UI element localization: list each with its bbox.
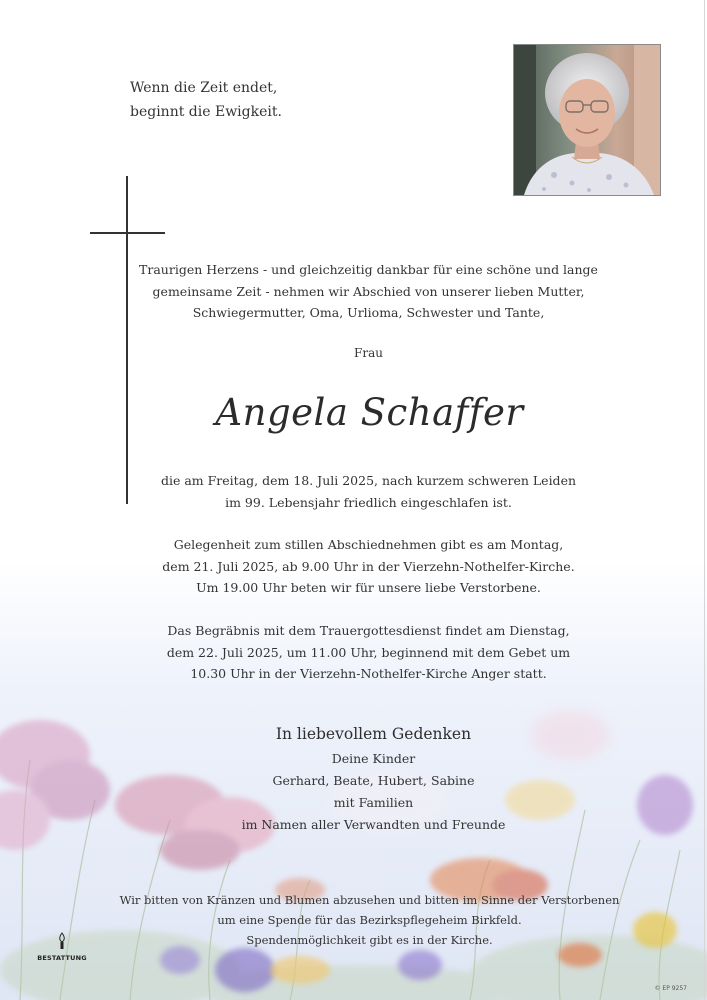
viewing-line: Um 19.00 Uhr beten wir für unsere liebe Verstorbene. xyxy=(196,580,541,595)
deceased-name: Angela Schaffer xyxy=(215,391,524,434)
candle-icon xyxy=(52,932,72,950)
intro-line: gemeinsame Zeit - nehmen wir Abschied von unserer lieben Mutter, xyxy=(152,283,585,299)
memory-line: Gerhard, Beate, Hubert, Sabine xyxy=(272,773,475,788)
viewing-line: dem 21. Juli 2025, ab 9.00 Uhr in der Vierzehn-Nothelfer-Kirche. xyxy=(162,558,575,574)
cross-vertical xyxy=(126,176,128,504)
portrait-image xyxy=(514,45,660,195)
funeral-line: 10.30 Uhr in der Vierzehn-Nothelfer-Kirche Anger statt. xyxy=(190,666,547,681)
logo-name: BESTATTUNG xyxy=(37,954,87,962)
funeral-line: dem 22. Juli 2025, um 11.00 Uhr, beginnend mit dem Gebet um xyxy=(166,644,571,660)
viewing-info xyxy=(30,534,707,599)
memory-line: mit Familien xyxy=(333,795,414,810)
donation-note xyxy=(16,890,707,950)
motto-line: Wenn die Zeit endet, xyxy=(130,80,278,96)
motto xyxy=(130,76,282,124)
viewing-line: Gelegenheit zum stillen Abschiednehmen gibt es am Montag, xyxy=(173,537,564,552)
note-line: Spendenmöglichkeit gibt es in der Kirche. xyxy=(246,933,493,947)
salutation: Frau xyxy=(354,346,383,360)
portrait-photo xyxy=(513,44,661,196)
note-line: Wir bitten von Kränzen und Blumen abzusehen und bitten im Sinne der Verstorbenen xyxy=(119,893,620,907)
memory-line: Deine Kinder xyxy=(331,751,416,766)
memory-block xyxy=(20,720,707,836)
motto-line: beginnt die Ewigkeit. xyxy=(130,104,282,120)
death-line: im 99. Lebensjahr friedlich eingeschlafen ist. xyxy=(225,494,512,510)
memory-heading: In liebevollem Gedenken xyxy=(275,725,472,743)
death-line: die am Freitag, dem 18. Juli 2025, nach kurzem schweren Leiden xyxy=(160,473,577,488)
cross-horizontal xyxy=(90,232,165,234)
death-notice xyxy=(30,470,707,513)
funeral-line: Das Begräbnis mit dem Trauergottesdienst findet am Dienstag, xyxy=(167,623,570,638)
intro-text xyxy=(30,259,707,324)
note-line: um eine Spende für das Bezirkspflegeheim Birkfeld. xyxy=(217,913,522,927)
intro-line: Schwiegermutter, Oma, Urlioma, Schwester und Tante, xyxy=(192,305,545,320)
funeral-home-logo xyxy=(32,932,92,972)
memory-line: im Namen aller Verwandten und Freunde xyxy=(241,817,506,832)
print-code: © EP 9257 xyxy=(654,985,687,992)
intro-line: Traurigen Herzens - und gleichzeitig dankbar für eine schöne und lange xyxy=(139,262,598,277)
funeral-info xyxy=(30,620,707,685)
